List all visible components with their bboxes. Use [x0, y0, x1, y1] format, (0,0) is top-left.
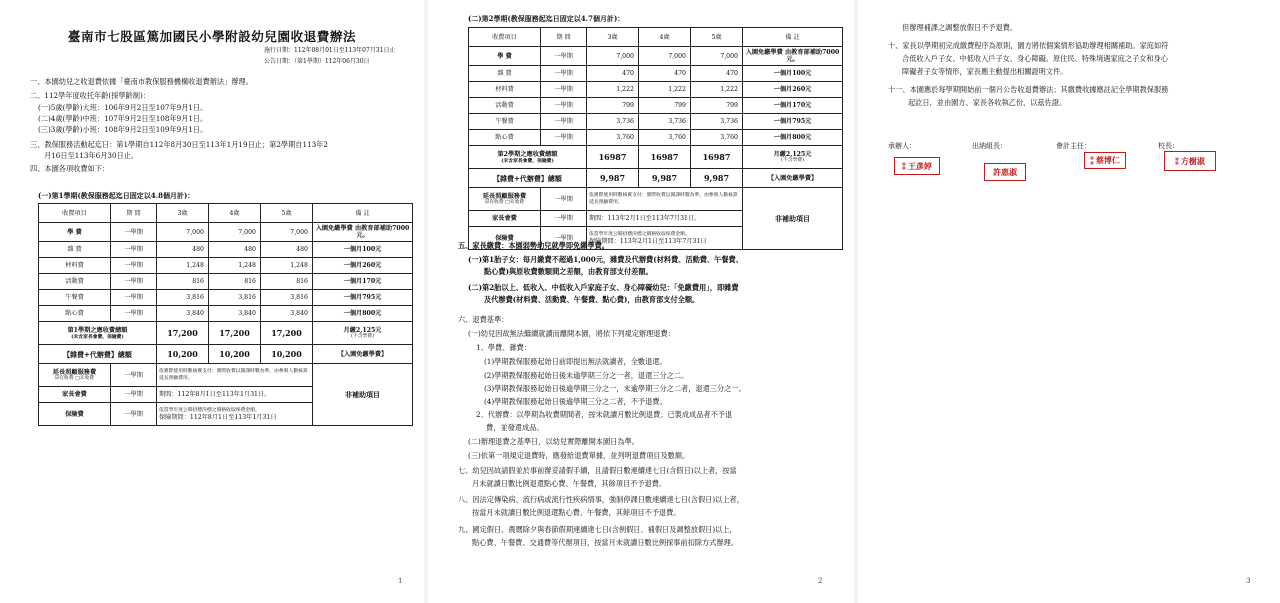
section-7-cont: 月未就讀日數比例退還點心費、午餐費，其餘項目不予退費。	[472, 479, 667, 488]
fee-period: 一學期	[111, 223, 157, 242]
total-note-sub: (不含學費)	[781, 157, 804, 163]
section-8: 八、因法定傳染病、流行病或流行性疾病情事，強制停課日數連續達七日(含假日)以上者，	[458, 495, 744, 504]
table-row	[39, 290, 413, 306]
total-label	[469, 146, 587, 169]
table-row	[469, 47, 843, 66]
announcement-date: 公告日期：（第1學期）112年06月30日	[264, 58, 370, 65]
extended-care-row	[469, 188, 843, 211]
column-header: 期 間	[541, 28, 587, 47]
effective-date: 施行日期：112年08月01日至113年07月31日止	[264, 47, 396, 54]
section-5-item-2-cont: 及代辦費(材料費、活動費、午餐費、點心費)，由教育部支付全額。	[484, 295, 700, 304]
fee-period: 一學期	[541, 114, 587, 130]
column-header: 收費項目	[39, 204, 111, 223]
fee-table-semester-1	[38, 203, 413, 426]
section-5-item-1: (一)第1胎子女：每月繳費不超過1,000元，雜費及代辦費(材料費、活動費、午餐費、	[468, 255, 743, 264]
table-row	[469, 98, 843, 114]
ins-note-2: 保險期間：112年8月1日至113年1月31日	[159, 413, 277, 421]
section-6-rule: (3)學期教保服務起始日後逾學期三分之一，未逾學期三分之二者，退還三分之一。	[484, 384, 746, 393]
section-9-cont: 點心費、午餐費、交通費等代辦項目，按當月未就讀日數比例採事前扣除方式辦理。	[472, 538, 738, 547]
section-2: 二、112學年度收托年齡(採學齡制)：	[30, 91, 150, 100]
non-subsidy-note: 非補助項目	[743, 188, 843, 250]
total-age5: 16987	[691, 146, 743, 169]
cashier-seal-name: 許惠淑	[993, 166, 1017, 177]
fee-item: 雜 費	[39, 242, 111, 258]
fee-period: 一學期	[541, 47, 587, 66]
section-6-item-2: (二)辦理退費之基準日，以幼兒實際離開本園日為準。	[468, 437, 639, 446]
section-6-rule: (1)學期教保服務起始日前即提出無法就讀者，全數退還。	[484, 357, 667, 366]
table-header-row	[39, 204, 413, 223]
ins-note-1: 依當學年度公開招標決標之價格收取保費金額。	[159, 407, 260, 413]
section-8-cont: 按當月未就讀日數比例退還點心費、午餐費，其餘項目不予退費。	[472, 508, 681, 517]
accounting-label: 會計主任：	[1056, 142, 1091, 150]
total-note	[743, 146, 843, 169]
ins-period: 一學期	[111, 403, 157, 426]
fee-period: 一學期	[111, 290, 157, 306]
cashier-seal	[984, 163, 1026, 181]
fee-note: 入園免繳學費 由教育部補助7000元。	[313, 223, 413, 242]
ins-label: 保險費	[469, 227, 541, 250]
fee-age5: 7,000	[261, 223, 313, 242]
fee-age3: 799	[587, 98, 639, 114]
ins-note	[587, 227, 743, 250]
total2-row	[39, 345, 413, 364]
fee-age3: 816	[157, 274, 209, 290]
table-header-row	[469, 28, 843, 47]
fee-age4: 3,736	[639, 114, 691, 130]
ins-note-1: 依當學年度公開招標決標之價格收取保費金額。	[589, 231, 690, 237]
accounting-seal	[1084, 152, 1126, 169]
fee-age4: 470	[639, 66, 691, 82]
fee-age3: 1,222	[587, 82, 639, 98]
total2-label: 【雜費+代辦費】總額	[469, 169, 587, 188]
section-6-sub: 1、學費、雜費：	[476, 343, 531, 352]
fee-age3: 3,840	[157, 306, 209, 322]
ext-note: 依實際使用時數核實支付：實際收費以開課時數為準，由參與人數核算延長照顧費用。	[587, 188, 743, 211]
total2-note: 【入園免繳學費】	[313, 345, 413, 364]
section-10: 十、家長以學期初完成繳費程序為原則，園方將依個案情形協助辦理相關補助。家庭如符	[888, 41, 1169, 50]
column-header: 期 間	[111, 204, 157, 223]
ins-note-2: 保險期間：113年2月1日至113年7月31日	[589, 237, 707, 245]
fee-age5: 3,760	[691, 130, 743, 146]
fee-age4: 3,816	[209, 290, 261, 306]
accounting-seal-name: 蔡博仁	[1095, 155, 1120, 165]
table-2-caption: (二)第2學期(教保服務起迄日固定以4.7個月計)：	[468, 14, 625, 23]
fee-item: 點心費	[469, 130, 541, 146]
column-header: 5歲	[261, 204, 313, 223]
table-row	[39, 223, 413, 242]
column-header: 備 註	[313, 204, 413, 223]
fee-age3: 7,000	[157, 223, 209, 242]
fee-age5: 7,000	[691, 47, 743, 66]
fee-age3: 1,248	[157, 258, 209, 274]
fee-item: 午餐費	[39, 290, 111, 306]
total2-note: 【入園免繳學費】	[743, 169, 843, 188]
ext-options: ☑有收費 □未收費	[54, 375, 95, 381]
fee-item: 午餐費	[469, 114, 541, 130]
fee-age3: 3,760	[587, 130, 639, 146]
principal-seal-name: 方樹淑	[1180, 155, 1205, 166]
section-6-item-1: (一)幼兒因故無法繼續就讀而離開本園，將依下列規定辦理退費：	[468, 329, 675, 338]
page-number: 3	[1246, 577, 1251, 585]
fee-item: 點心費	[39, 306, 111, 322]
ins-note	[157, 403, 313, 426]
fee-note: 一個月100元	[313, 242, 413, 258]
section-5: 五、家長繳費：本園弱勢幼兒就學即免繳學費。	[458, 241, 609, 250]
fee-age3: 3,736	[587, 114, 639, 130]
section-11-cont: 起訖日，並由園方、家長各收執乙份，以茲佐證。	[908, 98, 1067, 107]
document-page-3	[858, 0, 1280, 603]
fee-note: 一個月170元	[313, 274, 413, 290]
fee-age4: 1,248	[209, 258, 261, 274]
table-1-caption: (一)第1學期(教保服務起迄日固定以4.8個月計)：	[38, 191, 195, 200]
fee-age4: 480	[209, 242, 261, 258]
fee-age3: 7,000	[587, 47, 639, 66]
section-6: 六、退費基準：	[458, 315, 509, 324]
total-age3: 16987	[587, 146, 639, 169]
total2-age4: 10,200	[209, 345, 261, 364]
table-row	[39, 274, 413, 290]
ext-label	[39, 364, 111, 387]
section-10-cont: 障礙者子女等情形，家長應主動提出相關證明文件。	[902, 67, 1068, 76]
undertaker-seal	[894, 157, 940, 175]
fee-period: 一學期	[111, 306, 157, 322]
fee-item: 材料費	[469, 82, 541, 98]
fee-period: 一學期	[541, 130, 587, 146]
ins-label: 保險費	[39, 403, 111, 426]
section-6-rule: (2)學期教保服務起始日後未逾學期三分之一者，退還三分之二。	[484, 371, 689, 380]
fee-note: 一個月260元	[313, 258, 413, 274]
fee-item: 活動費	[39, 274, 111, 290]
table-row	[469, 130, 843, 146]
fee-item: 材料費	[39, 258, 111, 274]
total-note-main: 月繳2,125元	[773, 150, 812, 158]
table-row	[39, 306, 413, 322]
fee-note: 一個月800元	[743, 130, 843, 146]
table-row	[39, 242, 413, 258]
section-2-item: (一)5歲(學齡)大班：106年9月2日至107年9月1日。	[38, 103, 208, 112]
undertaker-seal-name: 王彥婷	[907, 160, 932, 171]
document-page-1	[0, 0, 424, 603]
total-row	[469, 146, 843, 169]
pta-label: 家長會費	[469, 211, 541, 227]
total2-age3: 9,987	[587, 169, 639, 188]
column-header: 4歲	[209, 204, 261, 223]
table-row	[469, 82, 843, 98]
total2-label: 【雜費+代辦費】總額	[39, 345, 157, 364]
fee-age5: 1,222	[691, 82, 743, 98]
section-3: 三、教保服務活動起迄日：第1學期自112年8月30日至113年1月19日止；第2學期自113年2	[30, 140, 328, 149]
total-row	[39, 322, 413, 345]
fee-item: 學 費	[469, 47, 541, 66]
ext-label	[469, 188, 541, 211]
fee-age5: 816	[261, 274, 313, 290]
pta-period: 一學期	[111, 387, 157, 403]
fee-note: 一個月795元	[313, 290, 413, 306]
total-age4: 17,200	[209, 322, 261, 345]
section-11: 十一、本園應於每學期開始前一個月公告收退費辦法；其繳費收據應註記全學期教保服務	[888, 85, 1169, 94]
principal-seal	[1164, 151, 1216, 171]
fee-period: 一學期	[541, 82, 587, 98]
pta-note: 期間：112年8月1日至113年1月31日。	[157, 387, 313, 403]
extended-care-row	[39, 364, 413, 387]
section-7: 七、幼兒因故請假並於事前辦妥請假手續，且請假日數連續達七日(含假日)以上者，按當	[458, 466, 737, 475]
fee-note: 一個月170元	[743, 98, 843, 114]
total-label-main: 第2學期之應收費總額	[497, 150, 558, 158]
seal-mark-icon: ▦ ▦	[902, 160, 906, 170]
fee-period: 一學期	[541, 66, 587, 82]
section-2-item: (二)4歲(學齡)中班：107年9月2日至108年9月1日。	[38, 114, 208, 123]
fee-age4: 7,000	[639, 47, 691, 66]
section-5-item-1-cont: 點心費)與原收費數額間之差額，由教育部支付差額。	[484, 267, 653, 276]
non-subsidy-note: 非補助項目	[313, 364, 413, 426]
fee-note: 一個月800元	[313, 306, 413, 322]
seal-mark-icon: ▦ ▦	[1090, 155, 1094, 165]
fee-age4: 799	[639, 98, 691, 114]
section-6-sub: 2、代辦費：以學期為收費期間者，按未就讀月數比例退費；已製成成品者不予退	[476, 410, 733, 419]
fee-period: 一學期	[541, 98, 587, 114]
ext-note: 依實際使用時數核實支付：實際收費以開課時數為準，由參與人數核算延長照顧費用。	[157, 364, 313, 387]
fee-age5: 1,248	[261, 258, 313, 274]
fee-age4: 816	[209, 274, 261, 290]
pta-period: 一學期	[541, 211, 587, 227]
total-label-main: 第1學期之應收費總額	[67, 326, 128, 334]
principal-label: 校長：	[1158, 142, 1179, 150]
table-row	[469, 66, 843, 82]
section-6-item-3: (三)依第一項規定退費時，應發給退費單據，並列明退費項目及數額。	[468, 451, 690, 460]
ext-period: 一學期	[111, 364, 157, 387]
pta-note: 期間：113年2月1日至113年7月31日。	[587, 211, 743, 227]
total-age3: 17,200	[157, 322, 209, 345]
fee-note: 入園免繳學費 由教育部補助7000元。	[743, 47, 843, 66]
cashier-label: 出納組長：	[972, 142, 1007, 150]
total2-age4: 9,987	[639, 169, 691, 188]
total-label	[39, 322, 157, 345]
fee-age5: 470	[691, 66, 743, 82]
column-header: 3歲	[587, 28, 639, 47]
ext-label-main: 延長照顧服務費	[52, 368, 97, 376]
total-age4: 16987	[639, 146, 691, 169]
fee-age5: 3,840	[261, 306, 313, 322]
fee-age4: 3,760	[639, 130, 691, 146]
section-9: 九、國定假日、農曆除夕與春節假期連續達七日(含例假日、補假日及調整放假日)以上，	[458, 525, 737, 534]
fee-note: 一個月100元	[743, 66, 843, 82]
fee-age3: 470	[587, 66, 639, 82]
fee-age5: 799	[691, 98, 743, 114]
section-9-end: 但辦理補課之調整放假日不予退費。	[902, 23, 1018, 32]
fee-period: 一學期	[111, 274, 157, 290]
total-label-sub: (未含家長會費、保險費)	[71, 333, 124, 340]
table-row	[469, 114, 843, 130]
fee-period: 一學期	[111, 242, 157, 258]
ext-label-main: 延長照顧服務費	[482, 192, 527, 200]
fee-period: 一學期	[111, 258, 157, 274]
total2-age5: 10,200	[261, 345, 313, 364]
undertaker-label: 承辦人：	[888, 142, 916, 150]
fee-age4: 1,222	[639, 82, 691, 98]
section-2-item: (三)3歲(學齡)小班：108年9月2日至109年9月1日。	[38, 125, 208, 134]
section-3-cont: 月16日至113年6月30日止。	[44, 151, 139, 160]
document-page-2	[428, 0, 854, 603]
fee-item: 學 費	[39, 223, 111, 242]
fee-age5: 3,736	[691, 114, 743, 130]
section-10-cont: 合低收入戶子女、中低收入戶子女、身心障礙、原住民、特殊境遇家庭之子女和身心	[902, 54, 1168, 63]
section-6-rule: (4)學期教保服務起始日後逾學期三分之二者，不予退費。	[484, 397, 667, 406]
ext-period: 一學期	[541, 188, 587, 211]
total-age5: 17,200	[261, 322, 313, 345]
fee-age5: 3,816	[261, 290, 313, 306]
column-header: 4歲	[639, 28, 691, 47]
section-6-sub-cont: 費，並發還成品。	[486, 423, 544, 432]
total-note-main: 月繳2,125元	[343, 326, 382, 334]
ins-period: 一學期	[541, 227, 587, 250]
page-number: 2	[818, 577, 823, 585]
page-number: 1	[398, 577, 403, 585]
fee-note: 一個月795元	[743, 114, 843, 130]
fee-age3: 480	[157, 242, 209, 258]
section-1: 一、本園幼兒之收退費依據「臺南市教保服務機構收退費辦法」辦理。	[30, 77, 253, 86]
section-4: 四、本園各項收費如下：	[30, 164, 110, 173]
column-header: 收費項目	[469, 28, 541, 47]
total-label-sub: (未含家長會費、保險費)	[501, 157, 554, 164]
table-row	[39, 258, 413, 274]
total2-row	[469, 169, 843, 188]
column-header: 5歲	[691, 28, 743, 47]
fee-item: 雜 費	[469, 66, 541, 82]
ext-options: ☑有收費 □未收費	[484, 199, 525, 205]
column-header: 備 註	[743, 28, 843, 47]
pta-label: 家長會費	[39, 387, 111, 403]
section-5-item-2: (二)第2胎以上、低收入、中低收入戶家庭子女、身心障礙幼兒：「免繳費用」，即雜費	[468, 283, 739, 292]
fee-age5: 480	[261, 242, 313, 258]
total2-age3: 10,200	[157, 345, 209, 364]
fee-table-semester-2	[468, 27, 843, 250]
total2-age5: 9,987	[691, 169, 743, 188]
document-title: 臺南市七股區篤加國民小學附設幼兒園收退費辦法	[67, 29, 357, 44]
fee-age4: 7,000	[209, 223, 261, 242]
total-note-sub: (不含學費)	[351, 333, 374, 339]
fee-item: 活動費	[469, 98, 541, 114]
fee-age3: 3,816	[157, 290, 209, 306]
seal-mark-icon: ▦ ▦	[1175, 155, 1179, 165]
column-header: 3歲	[157, 204, 209, 223]
fee-note: 一個月260元	[743, 82, 843, 98]
total-note	[313, 322, 413, 345]
fee-age4: 3,840	[209, 306, 261, 322]
